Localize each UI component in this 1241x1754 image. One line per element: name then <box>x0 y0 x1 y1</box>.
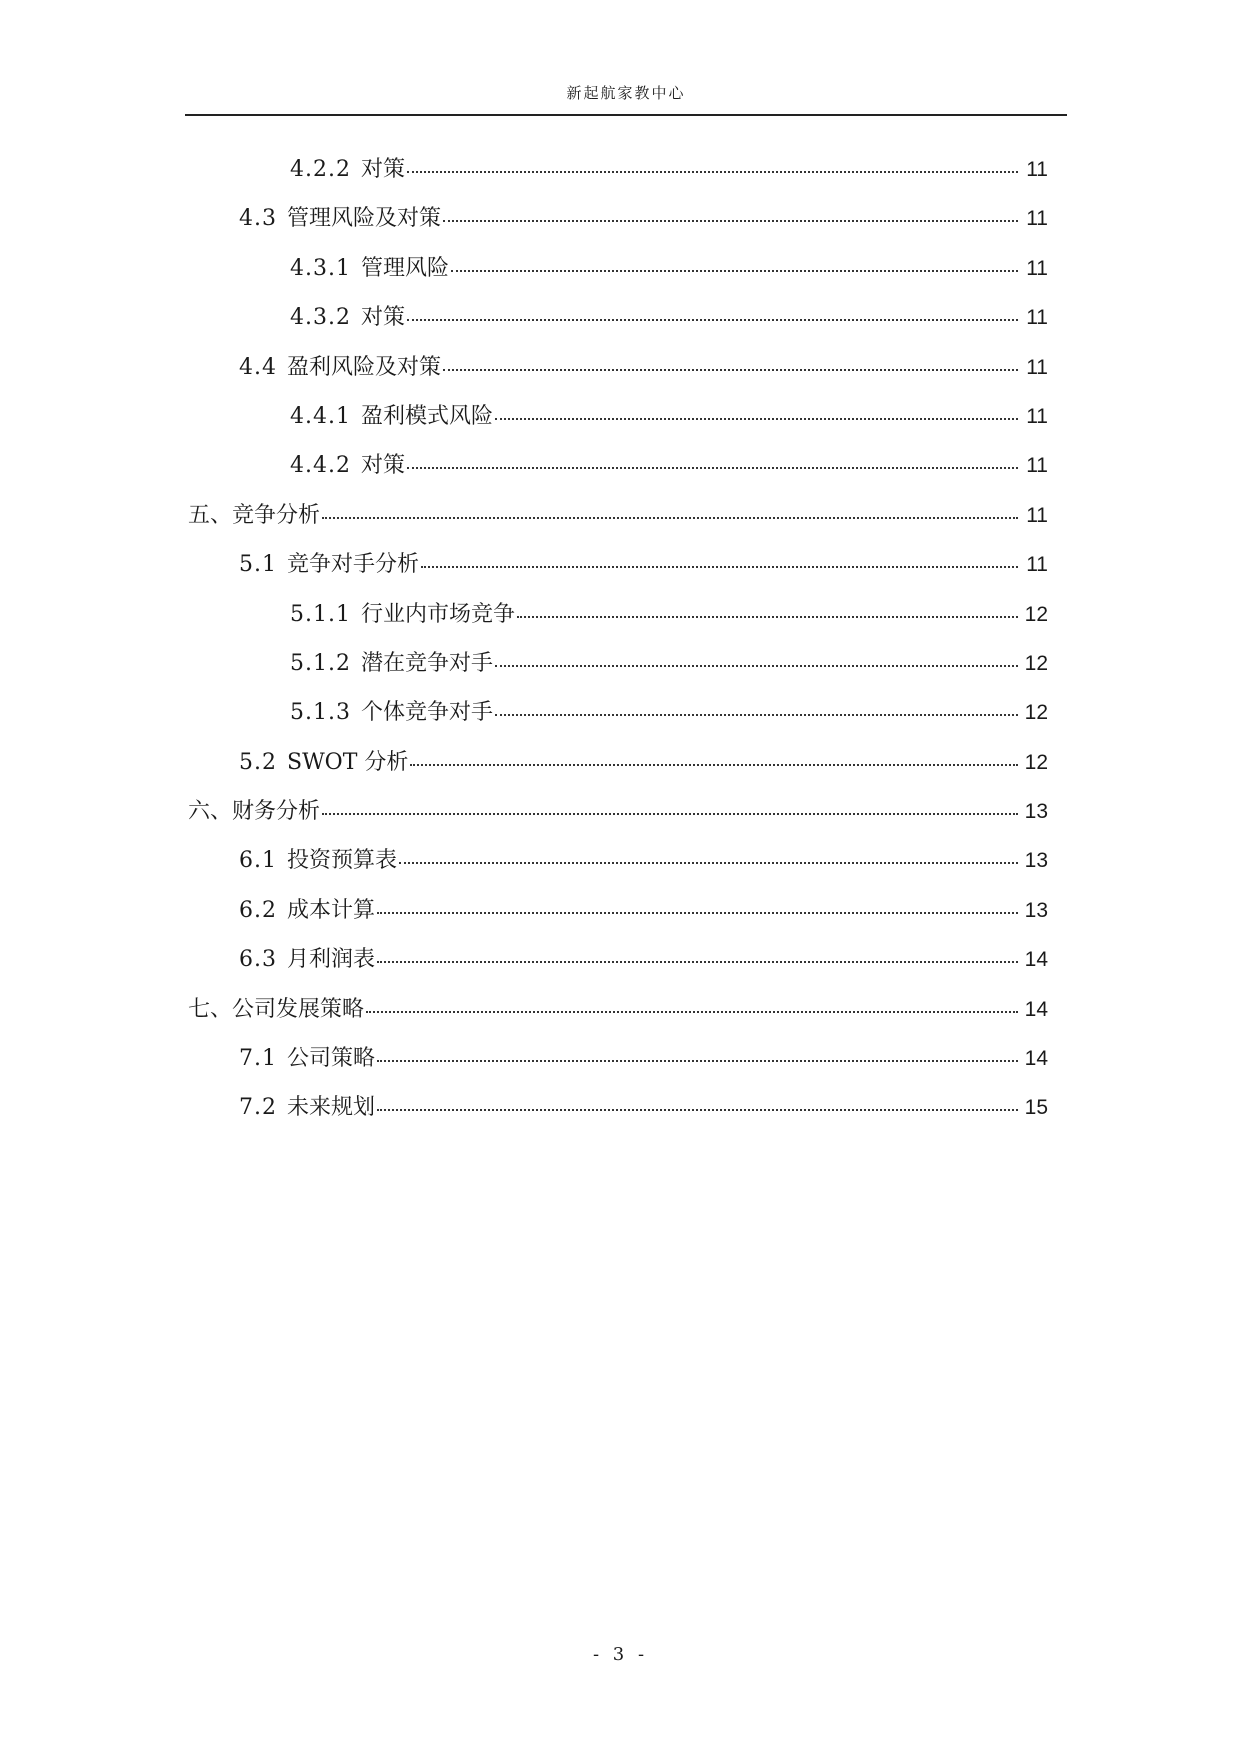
toc-dot-leader <box>377 961 1018 963</box>
toc-entry[interactable] <box>188 843 1048 892</box>
toc-entry-title: 对策 <box>360 453 405 479</box>
toc-entry-number: 6.3 <box>239 947 277 973</box>
toc-dot-leader <box>517 616 1018 618</box>
toc-entry-title: 管理风险 <box>360 255 449 281</box>
toc-entry-title: 潜在竞争对手 <box>360 650 493 676</box>
toc-entry-page: 11 <box>1026 256 1048 280</box>
toc-entry-page: 11 <box>1026 158 1048 181</box>
toc-dot-leader <box>410 764 1018 766</box>
toc-entry[interactable] <box>188 547 1048 596</box>
toc-dot-leader <box>443 220 1018 222</box>
toc-entry-page: 11 <box>1026 404 1048 428</box>
toc-entry[interactable] <box>188 597 1048 646</box>
toc-entry[interactable] <box>188 1090 1048 1139</box>
toc-dot-leader <box>366 1011 1018 1013</box>
toc-entry-page: 14 <box>1024 948 1048 972</box>
toc-dot-leader <box>377 912 1018 914</box>
toc-entry-title: 六、财务分析 <box>188 799 321 825</box>
toc-dot-leader <box>407 467 1018 469</box>
toc-dot-leader <box>407 319 1018 321</box>
toc-entry[interactable] <box>188 893 1048 942</box>
toc-entry-title: 盈利风险及对策 <box>287 354 442 380</box>
toc-entry-title: 对策 <box>360 305 405 331</box>
toc-entry-title: 成本计算 <box>287 897 376 923</box>
toc-entry[interactable] <box>188 992 1048 1041</box>
toc-entry-page: 15 <box>1024 1096 1048 1120</box>
toc-dot-leader <box>443 369 1018 371</box>
toc-dot-leader <box>377 1109 1018 1111</box>
toc-entry-page: 13 <box>1024 898 1048 922</box>
toc-entry[interactable] <box>188 794 1048 843</box>
toc-entry[interactable] <box>188 251 1048 300</box>
toc-entry-title: 管理风险及对策 <box>287 206 442 232</box>
toc-entry[interactable] <box>188 448 1048 497</box>
toc-entry-title: 行业内市场竞争 <box>360 601 515 627</box>
toc-entry-page: 13 <box>1024 800 1048 824</box>
page-number: - 3 - <box>592 1644 649 1665</box>
toc-entry-number: 4.4.2 <box>290 453 351 479</box>
table-of-contents <box>188 152 1048 1140</box>
toc-entry-title: 七、公司发展策略 <box>188 996 365 1022</box>
toc-entry-title: 公司策略 <box>287 1046 376 1072</box>
running-header: 新起航家教中心 <box>566 84 686 102</box>
toc-entry-number: 5.1 <box>239 552 277 578</box>
toc-entry-page: 11 <box>1026 306 1048 330</box>
toc-entry[interactable] <box>188 695 1048 744</box>
toc-entry-title: 竞争对手分析 <box>287 552 420 578</box>
toc-entry-number: 7.2 <box>239 1095 277 1121</box>
toc-entry-number: 5.2 <box>239 749 277 775</box>
toc-entry-number: 5.1.3 <box>290 700 351 726</box>
toc-dot-leader <box>495 665 1018 667</box>
toc-entry[interactable] <box>188 300 1048 349</box>
toc-dot-leader <box>407 171 1018 173</box>
toc-dot-leader <box>495 714 1018 716</box>
toc-entry[interactable] <box>188 350 1048 399</box>
toc-entry-title: 五、竞争分析 <box>188 502 321 528</box>
toc-entry-number: 4.4.1 <box>290 403 351 429</box>
toc-entry-title: 对策 <box>360 157 405 182</box>
toc-entry-number: 5.1.1 <box>290 601 351 627</box>
toc-entry-number: 6.1 <box>239 848 277 874</box>
toc-entry[interactable] <box>188 646 1048 695</box>
toc-entry-title: 未来规划 <box>287 1095 376 1121</box>
toc-entry-page: 11 <box>1026 454 1048 478</box>
toc-entry-number: 4.3.1 <box>290 255 351 281</box>
toc-entry-number: 4.3 <box>239 206 277 232</box>
toc-entry-number: 4.3.2 <box>290 305 351 331</box>
toc-entry-number: 5.1.2 <box>290 650 351 676</box>
toc-dot-leader <box>377 1060 1018 1062</box>
toc-entry-page: 12 <box>1024 651 1048 675</box>
toc-entry[interactable] <box>188 399 1048 448</box>
toc-entry[interactable] <box>188 498 1048 547</box>
toc-entry-number: 7.1 <box>239 1046 277 1072</box>
toc-entry[interactable] <box>188 745 1048 794</box>
toc-entry[interactable] <box>188 942 1048 991</box>
toc-dot-leader <box>495 418 1018 420</box>
toc-dot-leader <box>451 270 1018 272</box>
toc-entry[interactable] <box>188 1041 1048 1090</box>
toc-entry-title: 投资预算表 <box>287 848 398 874</box>
toc-dot-leader <box>421 566 1018 568</box>
toc-entry-title: SWOT 分析 <box>287 749 409 775</box>
toc-entry-title: 月利润表 <box>287 947 376 973</box>
toc-entry-page: 11 <box>1026 503 1048 527</box>
toc-dot-leader <box>322 517 1018 519</box>
toc-entry-number: 4.4 <box>239 354 277 380</box>
toc-entry-page: 11 <box>1026 553 1048 577</box>
toc-entry-page: 11 <box>1026 355 1048 379</box>
toc-entry-page: 12 <box>1024 701 1048 725</box>
toc-dot-leader <box>399 862 1018 864</box>
toc-entry-page: 14 <box>1024 1047 1048 1071</box>
toc-entry-page: 11 <box>1026 207 1048 231</box>
toc-dot-leader <box>322 813 1018 815</box>
toc-entry-title: 个体竞争对手 <box>360 700 493 726</box>
header-rule <box>185 114 1067 116</box>
toc-entry[interactable] <box>188 201 1048 250</box>
toc-entry-page: 12 <box>1024 750 1048 774</box>
toc-entry-page: 12 <box>1024 602 1048 626</box>
toc-entry-number: 6.2 <box>239 897 277 923</box>
toc-entry-number: 4.2.2 <box>290 157 351 182</box>
toc-entry-title: 盈利模式风险 <box>360 403 493 429</box>
toc-entry-page: 13 <box>1024 849 1048 873</box>
toc-entry[interactable] <box>188 152 1048 201</box>
toc-entry-page: 14 <box>1024 997 1048 1021</box>
